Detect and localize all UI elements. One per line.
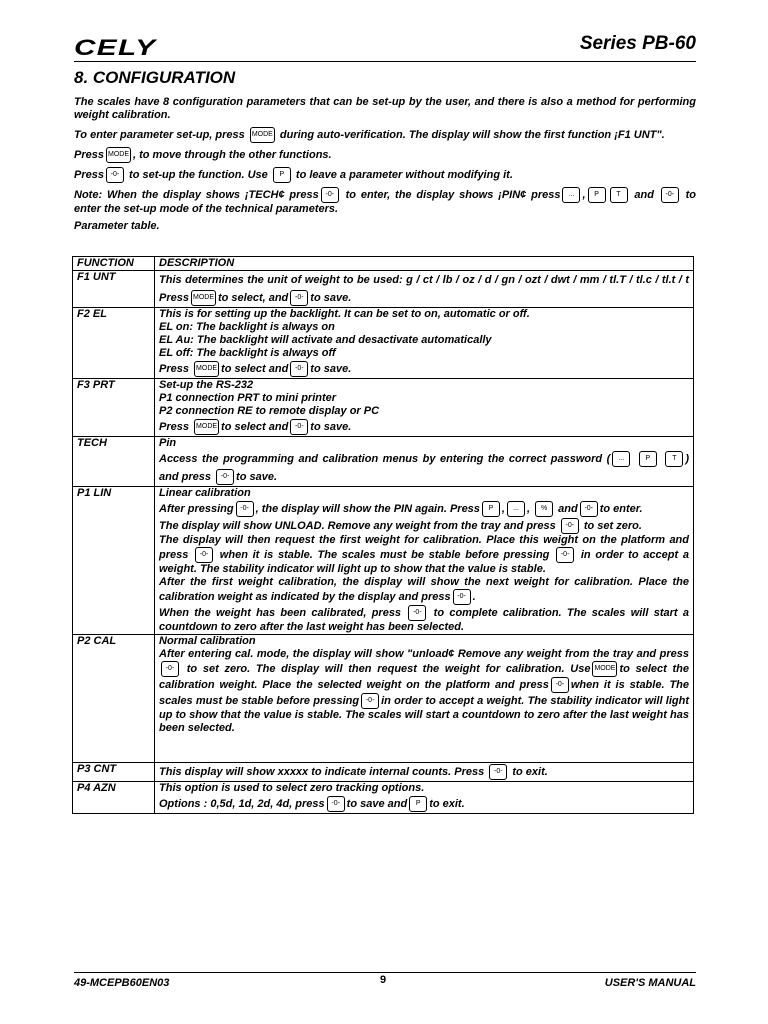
intro-p6: Parameter table. [74, 220, 160, 232]
zero-key-icon: -0- [106, 167, 124, 183]
zero-key-icon: -0- [195, 547, 213, 563]
document-code: 49-MCEPB60EN03 [74, 977, 170, 989]
print-key-icon: P [639, 451, 657, 467]
function-description: Set-up the RS-232 P1 connection PRT to mini printer P2 connection RE to remote display or PC Press MODE to select and -0- to save. [155, 379, 694, 437]
zero-key-icon: -0- [290, 361, 308, 377]
zero-key-icon: -0- [561, 518, 579, 534]
zero-key-icon: -0- [290, 419, 308, 435]
table-row [73, 308, 694, 379]
series-title: Series PB-60 [579, 33, 696, 54]
dots-key-icon: ... [562, 187, 580, 203]
intro-p2: To enter parameter set-up, press MODE during auto-verification. The display will show the first function ¡F1 UNT". [74, 127, 696, 143]
dots-key-icon: ... [507, 501, 525, 517]
function-description: This display will show xxxxx to indicate internal counts. Press -0- to exit. [155, 763, 694, 782]
function-description: Linear calibration After pressing -0- , the display will show the PIN again. Press P , ... , % and -0- to enter. The display will show UNLOAD. Remove any weight from the tray and press -0- to set zero. The display will then request the first weight for calibration. Place this weight on the platform and press -0- when it is stable. The scales must be stable before pressing -0- in order to accept a weight. The stability indicator will light up to show that the value is stable. After the first weight calibration, the display will show the next weight for calibration. Place the calibration weight as indicated by the display and press -0- . When the weight has been calibrated, press -0- to complete calibration. The scales will start a countdown to zero after the last weight has been selected. [155, 487, 694, 635]
section-title: 8. CONFIGURATION [74, 68, 236, 87]
col-header-description: DESCRIPTION [155, 257, 694, 271]
percent-key-icon: % [535, 501, 553, 517]
tare-key-icon: T [665, 451, 683, 467]
table-row [73, 437, 694, 487]
zero-key-icon: -0- [580, 501, 598, 517]
zero-key-icon: -0- [327, 796, 345, 812]
print-key-icon: P [409, 796, 427, 812]
mode-key-icon: MODE [106, 147, 131, 163]
function-description: This is for setting up the backlight. It can be set to on, automatic or off. EL on: The backlight is always on EL Au: The backlight will activate and desactivate automatically EL off: The backlight is always off Press MODE to select and -0- to save. [155, 308, 694, 379]
zero-key-icon: -0- [216, 469, 234, 485]
function-description: This option is used to select zero tracking options. Options : 0,5d, 1d, 2d, 4d, press -0- to save and P to exit. [155, 782, 694, 814]
manual-label: USER'S MANUAL [604, 977, 696, 989]
print-key-icon: P [588, 187, 606, 203]
function-description: Pin Access the programming and calibration menus by entering the correct password ( ... P T ) and press -0- to save. [155, 437, 694, 487]
zero-key-icon: -0- [236, 501, 254, 517]
table-row [73, 487, 694, 635]
function-name: P1 LIN [73, 487, 155, 635]
intro-p4: Press -0- to set-up the function. Use P to leave a parameter without modifying it. [74, 167, 696, 183]
zero-key-icon: -0- [290, 290, 308, 306]
function-name: F2 EL [73, 308, 155, 379]
intro-p1: The scales have 8 configuration parameters that can be set-up by the user, and there is also a method for performing weight calibration. [74, 96, 696, 121]
zero-key-icon: -0- [161, 661, 179, 677]
col-header-function: FUNCTION [73, 257, 155, 271]
function-name: F3 PRT [73, 379, 155, 437]
mode-key-icon: MODE [194, 361, 219, 377]
tare-key-icon: T [610, 187, 628, 203]
mode-key-icon: MODE [191, 290, 216, 306]
zero-key-icon: -0- [661, 187, 679, 203]
table-row [73, 635, 694, 763]
zero-key-icon: -0- [551, 677, 569, 693]
parameter-table [72, 256, 694, 814]
function-description: This determines the unit of weight to be used: g / ct / lb / oz / d / gn / ozt / dwt / mm / tl.T / tl.c / tl.t / t Press MODE to select, and -0- to save. [155, 271, 694, 308]
mode-key-icon: MODE [194, 419, 219, 435]
intro-p5: Note: When the display shows ¡TECH¢ press -0- to enter, the display shows ¡PIN¢ press ... , P T and -0- to enter the set-up mode of the technical parameters. [74, 188, 697, 215]
function-name: P3 CNT [73, 763, 155, 782]
cely-logo: CELY [74, 35, 157, 60]
page-header [74, 33, 696, 62]
function-name: P4 AZN [73, 782, 155, 814]
table-row [73, 763, 694, 782]
zero-key-icon: -0- [453, 589, 471, 605]
print-key-icon: P [482, 501, 500, 517]
intro-text [74, 96, 696, 237]
function-name: P2 CAL [73, 635, 155, 763]
mode-key-icon: MODE [250, 127, 275, 143]
page-footer [74, 972, 696, 989]
table-row [73, 271, 694, 308]
zero-key-icon: -0- [361, 693, 379, 709]
intro-p3: Press MODE , to move through the other functions. [74, 147, 696, 163]
table-header-row [73, 257, 694, 271]
table-row [73, 782, 694, 814]
function-name: TECH [73, 437, 155, 487]
print-key-icon: P [273, 167, 291, 183]
dots-key-icon: ... [612, 451, 630, 467]
table-row [73, 379, 694, 437]
function-description: Normal calibration After entering cal. mode, the display will show "unload¢ Remove any weight from the tray and press -0- to set zero. The display will then request the weight for calibration. Use MODE to select the calibration weight. Place the selected weight on the platform and press -0- when it is stable. The scales must be stable before pressing -0- in order to accept a weight. The stability indicator will light up to show that the value is stable. The scales will start a countdown to zero after the last weight has been selected. [155, 635, 694, 763]
function-name: F1 UNT [73, 271, 155, 308]
zero-key-icon: -0- [321, 187, 339, 203]
page-number: 9 [380, 974, 387, 986]
zero-key-icon: -0- [556, 547, 574, 563]
zero-key-icon: -0- [489, 764, 507, 780]
mode-key-icon: MODE [592, 661, 617, 677]
zero-key-icon: -0- [408, 605, 426, 621]
